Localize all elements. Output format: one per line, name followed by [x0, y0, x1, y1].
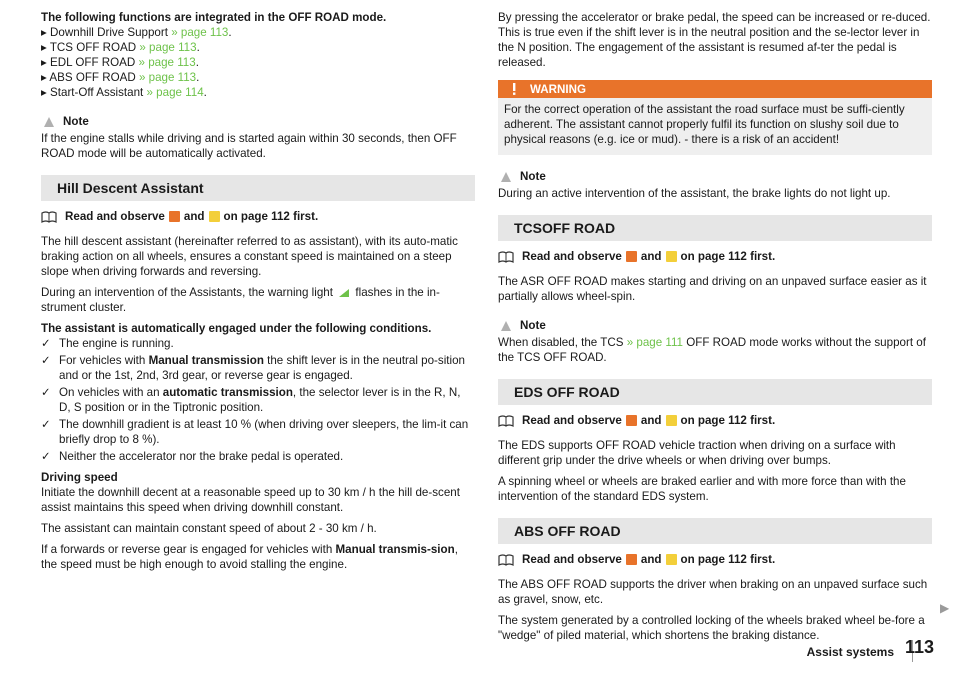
- caution-symbol-icon: [666, 251, 677, 262]
- list-item: ✓ Neither the accelerator nor the brake pedal is operated.: [41, 450, 344, 463]
- caution-symbol-icon: [666, 554, 677, 565]
- page-link[interactable]: » page 113: [138, 56, 196, 69]
- paragraph: The assistant can maintain constant speed of about 2 - 30 km / h.: [41, 522, 377, 535]
- check-icon: ✓: [41, 418, 51, 431]
- book-icon: [41, 211, 57, 223]
- warning-heading: WARNING: [498, 80, 932, 98]
- warning-symbol-icon: [626, 251, 637, 262]
- note-icon: [500, 171, 512, 183]
- page-link[interactable]: » page 113: [138, 71, 197, 84]
- paragraph: If a forwards or reverse gear is engaged for vehicles with Manual transmis-sion, the speed must be high enough to avoid stalling the engine.: [41, 543, 458, 571]
- note-heading: Note: [498, 169, 932, 184]
- book-icon: [498, 251, 514, 263]
- paragraph: The ABS OFF ROAD supports the driver when braking on an unpaved surface such as gravel, snow, etc.: [498, 578, 928, 606]
- note-heading: Note: [41, 114, 475, 129]
- read-and-observe: Read and observe and on page 112 first.: [498, 249, 932, 264]
- section-heading-eds: EDS OFF ROAD: [498, 379, 932, 405]
- function-item: ▸ Downhill Drive Support » page 113.: [41, 26, 232, 39]
- conditions-title: The assistant is automatically engaged under the following conditions.: [41, 322, 432, 335]
- section-heading-tcs: TCSOFF ROAD: [498, 215, 932, 241]
- page-link[interactable]: » page 114: [146, 86, 204, 99]
- warning-text: For the correct operation of the assistant the road surface must be suffi-ciently adherent. The assistant cannot properly fulfil its function on slushy soil due to physical reasons (e.g. ice or mud). - there is a risk of an accident!: [504, 103, 905, 146]
- conditions-list: [41, 336, 475, 464]
- note-heading: Note: [498, 318, 932, 333]
- functions-list: [41, 25, 475, 100]
- read-and-observe: Read and observe and on page 112 first.: [498, 552, 932, 567]
- list-item: ✓ The engine is running.: [41, 337, 174, 350]
- warning-box: [498, 80, 932, 155]
- section-heading-hill-descent: Hill Descent Assistant: [41, 175, 475, 201]
- next-page-arrow-icon[interactable]: ▶: [940, 601, 950, 615]
- right-column: [498, 10, 932, 649]
- caution-symbol-icon: [209, 211, 220, 222]
- read-and-observe: Read and observe and on page 112 first.: [498, 413, 932, 428]
- check-icon: ✓: [41, 337, 51, 350]
- function-item: ▸ EDL OFF ROAD » page 113.: [41, 56, 199, 69]
- footer-section-label: Assist systems: [806, 645, 894, 659]
- note-text: If the engine stalls while driving and is started again within 30 seconds, then OFF ROAD mode will be automatically activated.: [41, 132, 457, 160]
- page-link[interactable]: » page 113: [139, 41, 197, 54]
- section-heading-abs: ABS OFF ROAD: [498, 518, 932, 544]
- paragraph: During an intervention of the Assistants, the warning light flashes in the in-strument cluster.: [41, 286, 440, 314]
- paragraph: The ASR OFF ROAD makes starting and driving on an unpaved surface easier as it partially allows wheel-spin.: [498, 275, 927, 303]
- warning-symbol-icon: [626, 554, 637, 565]
- page-link[interactable]: » page 111: [626, 336, 684, 349]
- function-item: ▸ TCS OFF ROAD » page 113.: [41, 41, 200, 54]
- function-item: ▸ ABS OFF ROAD » page 113.: [41, 71, 200, 84]
- paragraph: A spinning wheel or wheels are braked earlier and with more force than with the intervention of the standard EDS system.: [498, 475, 906, 503]
- warning-symbol-icon: [626, 415, 637, 426]
- paragraph: The hill descent assistant (hereinafter referred to as assistant), with its auto-matic braking action on all wheels, ensures a constant speed is maintained on a steep slope when driving forwards and reversing.: [41, 235, 458, 278]
- paragraph: Initiate the downhill decent at a reasonable speed up to 30 km / h the hill de-scent assist maintains this speed when driving downhill constant.: [41, 486, 460, 514]
- caution-symbol-icon: [666, 415, 677, 426]
- check-icon: ✓: [41, 354, 51, 367]
- note-text: When disabled, the TCS » page 111 OFF ROAD mode works without the support of the TCS OFF ROAD.: [498, 336, 926, 364]
- book-icon: [498, 554, 514, 566]
- read-and-observe: Read and observe and on page 112 first.: [41, 209, 475, 224]
- speed-title: Driving speed: [41, 471, 118, 484]
- paragraph: The system generated by a controlled locking of the wheels braked wheel be-fore a "wedge" of piled material, which shortens the braking distance.: [498, 614, 925, 642]
- list-item: ✓ The downhill gradient is at least 10 % (when driving over sleepers, the lim-it can briefly drop to 8 %).: [41, 418, 469, 446]
- note-icon: [500, 320, 512, 332]
- note-text: During an active intervention of the assistant, the brake lights do not light up.: [498, 187, 891, 200]
- exclamation-icon: [508, 83, 520, 95]
- list-item: ✓ On vehicles with an automatic transmission, the selector lever is in the R, N, D, S position or in the Tiptronic position.: [41, 386, 461, 414]
- note-icon: [43, 116, 55, 128]
- warning-symbol-icon: [169, 211, 180, 222]
- page-number: 113: [904, 637, 934, 657]
- paragraph: The EDS supports OFF ROAD vehicle traction when driving on a surface with different grip under the drive wheels or when driving over bumps.: [498, 439, 896, 467]
- hill-descent-warning-light-icon: [338, 287, 350, 298]
- page-link[interactable]: » page 113: [171, 26, 229, 39]
- check-icon: ✓: [41, 450, 51, 463]
- paragraph: By pressing the accelerator or brake pedal, the speed can be increased or re-duced. This is true even if the shift lever is in the neutral position and the se-lector lever in the N position. The engagement of the assistant is resumed af-ter the pedal is released.: [498, 11, 931, 69]
- list-item: ✓ For vehicles with Manual transmission the shift lever is in the neutral po-sition and or the 1st, 2nd, 3rd gear, or reverse gear is engaged.: [41, 354, 465, 382]
- function-item: ▸ Start-Off Assistant » page 114.: [41, 86, 207, 99]
- check-icon: ✓: [41, 386, 51, 399]
- left-column: [41, 10, 475, 578]
- functions-intro: The following functions are integrated in the OFF ROAD mode.: [41, 11, 387, 24]
- book-icon: [498, 415, 514, 427]
